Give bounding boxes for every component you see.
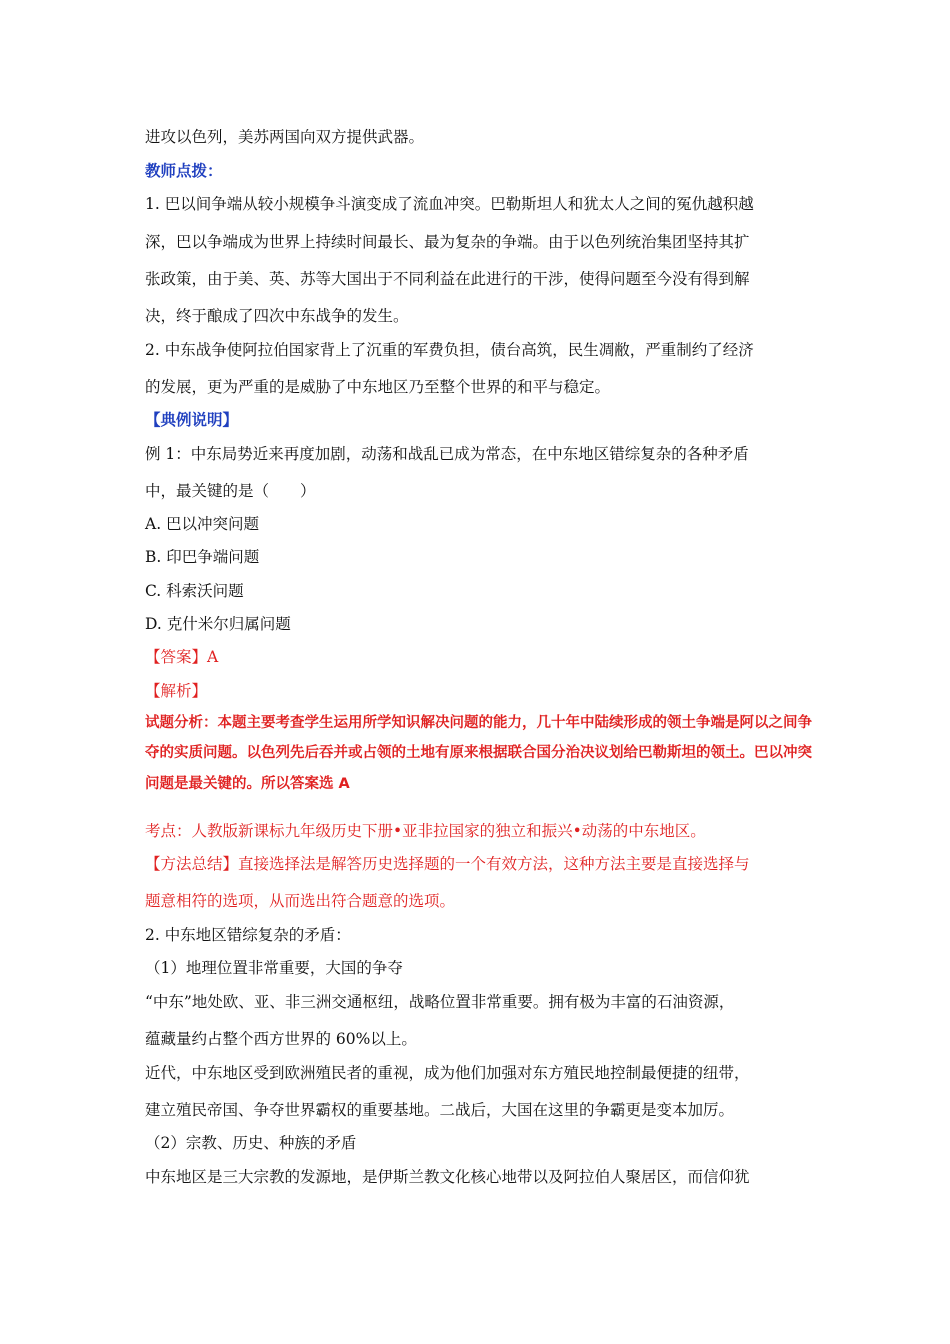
text-line: 近代，中东地区受到欧洲殖民者的重视，成为他们加强对东方殖民地控制最便捷的纽带， — [145, 1064, 750, 1082]
option-c: C. 科索沃问题 — [145, 582, 244, 600]
option-b: B. 印巴争端问题 — [145, 548, 260, 566]
text-line: 决，终于酿成了四次中东战争的发生。 — [145, 307, 409, 325]
question-line: 例 1：中东局势近来再度加剧，动荡和战乱已成为常态，在中东地区错综复杂的各种矛盾 — [145, 445, 749, 463]
subsection-heading: （2）宗教、历史、种族的矛盾 — [145, 1134, 357, 1152]
answer-line: 【答案】A — [145, 648, 219, 666]
method-summary-line: 题意相符的选项，从而选出符合题意的选项。 — [145, 892, 456, 910]
text-line: 建立殖民帝国、争夺世界霸权的重要基地。二战后，大国在这里的争霸更是变本加厉。 — [145, 1101, 735, 1119]
section-heading: 2. 中东地区错综复杂的矛盾： — [145, 926, 351, 944]
analysis-text: 夺的实质问题。以色列先后吞并或占领的土地有原来根据联合国分治决议划给巴勒斯坦的领土。巴以冲突 — [145, 745, 812, 761]
text-line: 的发展，更为严重的是威胁了中东地区乃至整个世界的和平与稳定。 — [145, 378, 611, 396]
text-line: 中东地区是三大宗教的发源地，是伊斯兰教文化核心地带以及阿拉伯人聚居区，而信仰犹 — [145, 1168, 750, 1186]
text-line: 深，巴以争端成为世界上持续时间最长、最为复杂的争端。由于以色列统治集团坚持其扩 — [145, 233, 750, 251]
text-line: “中东”地处欧、亚、非三洲交通枢纽，战略位置非常重要。拥有极为丰富的石油资源， — [145, 993, 735, 1011]
text-line: 1. 巴以间争端从较小规模争斗演变成了流血冲突。巴勒斯坦人和犹太人之间的冤仇越积越 — [145, 195, 754, 213]
question-line: 中，最关键的是（ ） — [145, 482, 316, 500]
subsection-heading: （1）地理位置非常重要，大国的争夺 — [145, 959, 403, 977]
option-d: D. 克什米尔归属问题 — [145, 615, 291, 633]
test-point-line: 考点：人教版新课标九年级历史下册•亚非拉国家的独立和振兴•动荡的中东地区。 — [145, 822, 706, 840]
example-heading: 【典例说明】 — [145, 411, 239, 429]
analysis-text: 问题是最关键的。所以答案选 A — [145, 776, 350, 792]
teacher-tips-heading: 教师点拨： — [145, 162, 223, 180]
text-line: 2. 中东战争使阿拉伯国家背上了沉重的军费负担，债台高筑，民生凋敝，严重制约了经济 — [145, 341, 754, 359]
method-summary-line: 【方法总结】直接选择法是解答历史选择题的一个有效方法，这种方法主要是直接选择与 — [145, 855, 750, 873]
text-line: 张政策，由于美、英、苏等大国出于不同利益在此进行的干涉，使得问题至今没有得到解 — [145, 270, 750, 288]
analysis-text: 试题分析：本题主要考查学生运用所学知识解决问题的能力，几十年中陆续形成的领土争端是阿以之间争 — [145, 715, 812, 731]
analysis-heading: 【解析】 — [145, 682, 208, 700]
option-a: A. 巴以冲突问题 — [145, 515, 260, 533]
text-line: 进攻以色列，美苏两国向双方提供武器。 — [145, 128, 425, 146]
text-line: 蕴藏量约占整个西方世界的 60%以上。 — [145, 1030, 417, 1048]
